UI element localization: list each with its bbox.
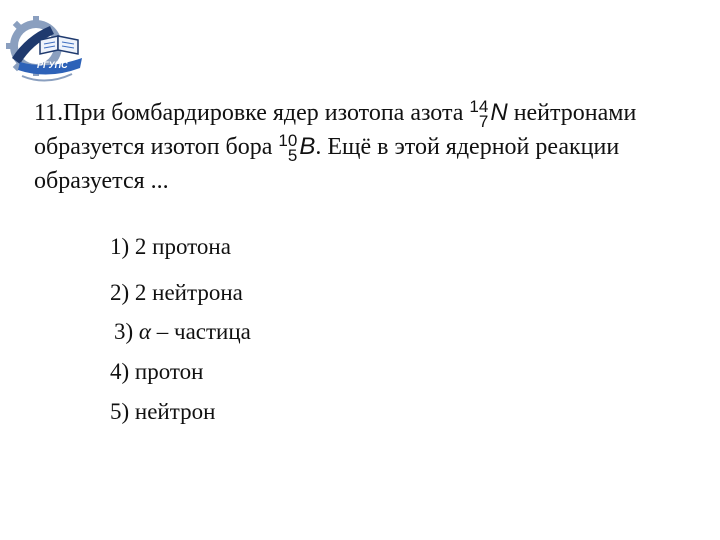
- question-part-2: нейтронами образуется изотоп бора: [34, 100, 637, 160]
- boron-symbol: B: [299, 133, 316, 160]
- answer-option-3-prefix: 3): [114, 319, 139, 344]
- boron-charge-number: 5: [287, 146, 298, 166]
- alpha-symbol: α: [138, 319, 151, 344]
- question-number: 11.: [34, 100, 64, 126]
- logo-text: РГУПС: [37, 60, 68, 70]
- nitrogen-symbol: N: [490, 99, 508, 126]
- question-part-3: . Ещё в этой ядерной реакции образуется ...: [34, 134, 620, 194]
- answer-option-3-text: – частица: [151, 319, 251, 344]
- answer-option-5[interactable]: 5) нейтрон: [110, 399, 216, 424]
- answer-option-1[interactable]: 1) 2 протона: [110, 234, 231, 259]
- answer-option-4[interactable]: 4) протон: [110, 359, 204, 384]
- nitrogen-mass-number: 14: [469, 97, 489, 117]
- boron-mass-number: 10: [278, 131, 298, 151]
- answer-option-3[interactable]: [114, 319, 251, 345]
- question-part-1: При бомбардировке ядер изотопа азота: [63, 100, 464, 126]
- nitrogen-charge-number: 7: [478, 112, 489, 132]
- answer-option-2[interactable]: 2) 2 нейтрона: [110, 280, 243, 305]
